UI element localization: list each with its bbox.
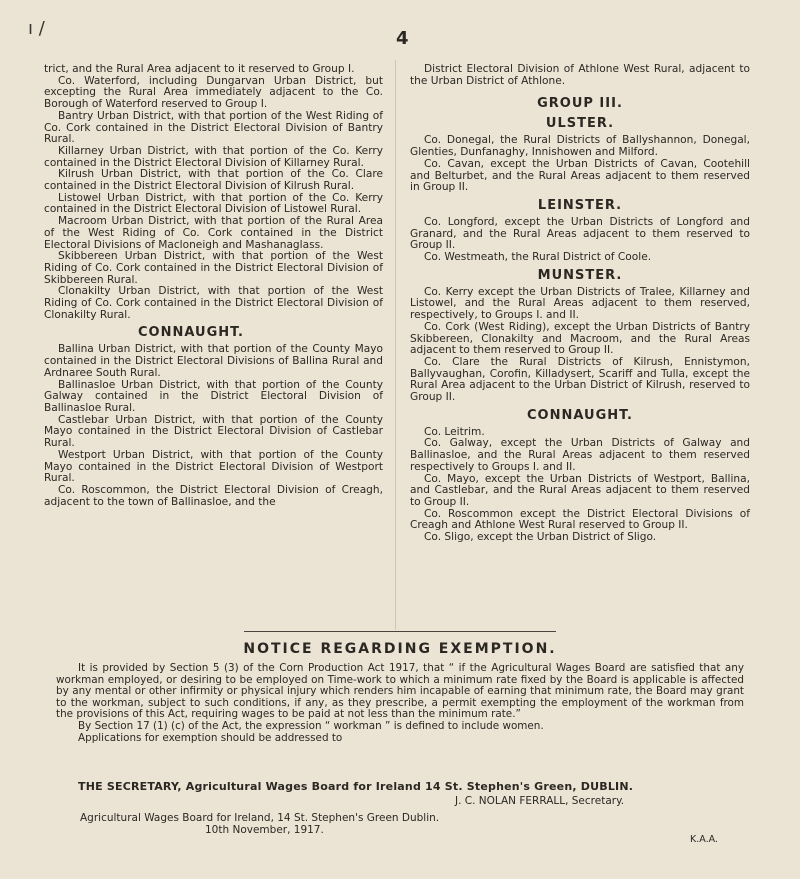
paragraph: Co. Roscommon except the District Electoral Divisions of Creagh and Athlone West Rural reserved to Group II.: [410, 507, 750, 532]
footer-address-block: [80, 812, 560, 836]
left-column: [44, 64, 383, 508]
paragraph: Ballinasloe Urban District, with that portion of the County Galway contained in the District Electoral Division of Ballinasloe Rural.: [44, 378, 383, 414]
notice-body: [56, 663, 744, 744]
paragraph: Co. Kerry except the Urban Districts of Tralee, Killarney and Listowel, and the Rural Areas adjacent to them reserved, respectively, to Groups I. and II.: [410, 285, 750, 322]
paragraph: Co. Roscommon, the District Electoral Division of Creagh, adjacent to the town of Ballinasloe, and the: [44, 483, 383, 508]
right-column: [410, 64, 750, 544]
paragraph: Co. Longford, except the Urban Districts of Longford and Granard, and the Rural Areas adjacent to them reserved to Group II.: [410, 215, 750, 252]
secretary-address: THE SECRETARY, Agricultural Wages Board for Ireland 14 St. Stephen's Green, DUBLIN.: [78, 780, 634, 793]
paragraph: Co. Donegal, the Rural Districts of Ballyshannon, Donegal, Glenties, Dunfanaghy, Innishowen and Milford.: [410, 134, 750, 159]
corner-mark: ı /: [28, 18, 45, 39]
footer-address: Agricultural Wages Board for Ireland, 14 St. Stephen's Green Dublin.: [80, 812, 440, 824]
paragraph: Bantry Urban District, with that portion of the West Riding of Co. Cork contained in the District Electoral Division of Bantry Rural.: [44, 109, 383, 146]
section-heading-munster: MUNSTER.: [537, 267, 623, 283]
notice-paragraph: It is provided by Section 5 (3) of the Corn Production Act 1917, that “ if the Agricultural Wages Board are satisfied that any workman employed, or desiring to be employed on Time-work to which a minimum rate fixed by the Board is applicable is affected by any mental or other infirmity or physical injury which renders him incapable of earning that minimum rate, the Board may grant to the workman, subject to such conditions, if any, as they prescribe, a permit exempting the employment of the workman from the provisions of this Act, requiring wages to be paid at not less than the minimum rate.”: [56, 662, 744, 721]
page-number: 4: [396, 28, 409, 49]
section-divider: [244, 631, 556, 632]
section-heading-ulster: ULSTER.: [545, 116, 615, 132]
paragraph: District Electoral Division of Athlone West Rural, adjacent to the Urban District of Athlone.: [410, 63, 750, 87]
paragraph: Castlebar Urban District, with that portion of the County Mayo contained in the District Electoral Division of Castlebar Rural.: [44, 413, 383, 450]
paragraph: Co. Sligo, except the Urban District of Sligo.: [424, 531, 657, 544]
paragraph: Listowel Urban District, with that portion of the Co. Kerry contained in the District Electoral Division of Listowel Rural.: [44, 191, 383, 216]
group-heading: GROUP III.: [537, 96, 623, 112]
section-heading-connaught: CONNAUGHT.: [138, 325, 244, 341]
printer-initials: K.A.A.: [690, 834, 718, 845]
paragraph: Kilrush Urban District, with that portion of the Co. Clare contained in the District Electoral Division of Kilrush Rural.: [44, 168, 383, 193]
paragraph: trict, and the Rural Area adjacent to it reserved to Group I.: [44, 63, 355, 75]
paragraph: Killarney Urban District, with that portion of the Co. Kerry contained in the District Electoral Division of Killarney Rural.: [44, 144, 383, 169]
paragraph: Co. Westmeath, the Rural District of Coole.: [424, 251, 652, 264]
signature: J. C. NOLAN FERRALL, Secretary.: [455, 795, 625, 807]
section-heading-connaught-right: CONNAUGHT.: [527, 407, 633, 423]
notice-paragraph: By Section 17 (1) (c) of the Act, the expression “ workman ” is defined to include women.: [78, 719, 544, 732]
footer-date: 10th November, 1917.: [205, 824, 324, 836]
section-heading-leinster: LEINSTER.: [537, 197, 623, 213]
paragraph: Westport Urban District, with that portion of the County Mayo contained in the District Electoral Division of Westport Rural.: [44, 448, 383, 485]
paragraph: Co. Leitrim.: [424, 425, 485, 438]
paragraph: Co. Cork (West Riding), except the Urban Districts of Bantry Skibbereen, Clonakilty and Macroom, and the Rural Areas adjacent to them reserved to Group II.: [410, 320, 750, 357]
paragraph: Co. Clare the Rural Districts of Kilrush, Ennistymon, Ballyvaughan, Corofin, Killadysert, Scariff and Tulla, except the Rural Area adjacent to the Urban District of Kilrush, reserved to Group II.: [410, 355, 750, 404]
notice-title: NOTICE REGARDING EXEMPTION.: [243, 641, 557, 657]
paragraph: Co. Mayo, except the Urban Districts of Westport, Ballina, and Castlebar, and the Rural Areas adjacent to them reserved to Group II.: [410, 472, 750, 508]
paragraph: Clonakilty Urban District, with that portion of the West Riding of Co. Cork contained in the District Electoral Division of Clonakilty Rural.: [44, 285, 383, 321]
notice-paragraph: Applications for exemption should be addressed to: [78, 731, 343, 744]
paragraph: Co. Cavan, except the Urban Districts of Cavan, Cootehill and Belturbet, and the Rural Areas adjacent to them reserved in Group II.: [410, 157, 750, 194]
paragraph: Co. Galway, except the Urban Districts of Galway and Ballinasloe, and the Rural Areas adjacent to them reserved respectively to Groups I. and II.: [410, 437, 750, 473]
paragraph: Macroom Urban District, with that portion of the Rural Area of the West Riding of Co. Cork contained in the District Electoral Divisions of Macloneigh and Mashanaglass.: [44, 215, 383, 251]
paragraph: Skibbereen Urban District, with that portion of the West Riding of Co. Cork contained in the District Electoral Division of Skibbereen Rural.: [44, 250, 383, 286]
page-fold-line: [395, 60, 396, 630]
paragraph: Co. Waterford, including Dungarvan Urban District, but excepting the Rural Area immediately adjacent to the Co. Borough of Waterford reserved to Group I.: [44, 74, 383, 111]
paragraph: Ballina Urban District, with that portion of the County Mayo contained in the District Electoral Divisions of Ballina Rural and Ardnaree South Rural.: [44, 343, 383, 379]
